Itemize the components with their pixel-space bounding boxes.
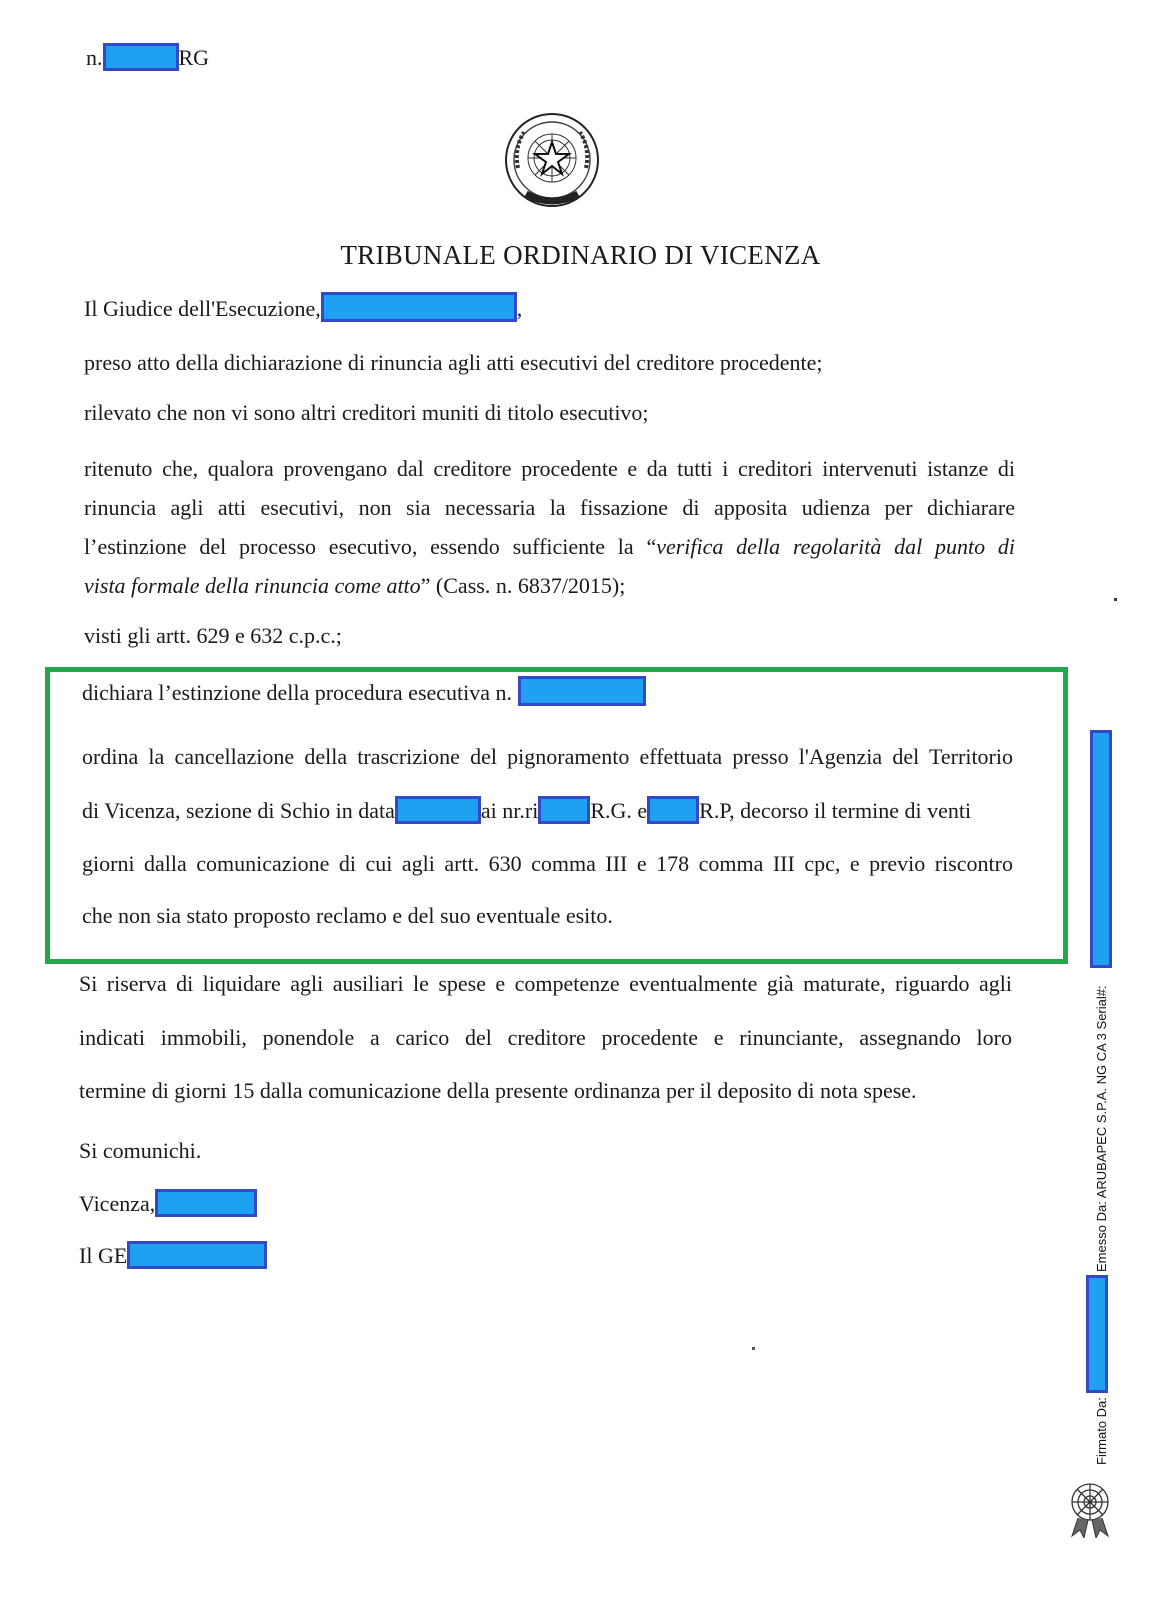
emblem-icon xyxy=(500,108,604,212)
paragraph-ritenuto-line-3 xyxy=(84,533,1015,561)
data-text-d: R.P, decorso il termine di venti xyxy=(699,798,972,823)
redacted-procedure-number xyxy=(518,676,646,706)
data-text-c: R.G. e xyxy=(590,798,648,823)
signature-line xyxy=(79,1241,267,1270)
paragraph-riserva-line-1: Si riserva di liquidare agli ausiliari le spese e competenze eventualmente già maturate, riguardo agli xyxy=(79,971,1012,996)
data-text-b: ai nr.ri xyxy=(480,798,539,823)
place-text: Vicenza, xyxy=(79,1191,156,1216)
ritenuto-line-3-text: l’estinzione del processo esecutivo, essendo sufficiente la “ xyxy=(84,534,657,559)
box-line-ordina: ordina la cancellazione della trascrizione del pignoramento effettuata presso l'Agenzia del Territorio xyxy=(82,744,1013,769)
paragraph-preso-atto: preso atto della dichiarazione di rinuncia agli atti esecutivi del creditore procedente; xyxy=(84,350,823,375)
redacted-date xyxy=(395,796,481,824)
scan-dot xyxy=(752,1347,755,1350)
box-line-data xyxy=(82,796,971,825)
scan-dot xyxy=(1114,598,1117,601)
redacted-case-number xyxy=(103,43,179,71)
data-text-a: di Vicenza, sezione di Schio in data xyxy=(82,798,395,823)
page-title: TRIBUNALE ORDINARIO DI VICENZA xyxy=(340,240,821,270)
redacted-rg xyxy=(538,796,590,824)
seal-icon xyxy=(1066,1480,1114,1538)
case-number-prefix: n. xyxy=(86,45,103,70)
paragraph-riserva-line-3: termine di giorni 15 dalla comunicazione della presente ordinanza per il deposito di nota spese. xyxy=(79,1078,917,1103)
redacted-signer xyxy=(1086,1275,1108,1393)
redacted-judge-name xyxy=(321,292,517,322)
paragraph-rilevato: rilevato che non vi sono altri creditori muniti di titolo esecutivo; xyxy=(84,400,649,425)
signature-emesso-text: Emesso Da: ARUBAPEC S.P.A. NG CA 3 Serial#: xyxy=(1094,985,1109,1272)
judge-intro: Il Giudice dell'Esecuzione, xyxy=(84,296,321,321)
paragraph-riserva-line-2: indicati immobili, ponendole a carico del creditore procedente e rinunciante, assegnando loro xyxy=(79,1025,1012,1050)
judge-line xyxy=(84,292,522,323)
box-line-dichiara xyxy=(82,676,646,707)
box-line-giorni: giorni dalla comunicazione di cui agli artt. 630 comma III e 178 comma III cpc, e previo riscontro xyxy=(82,851,1013,876)
dichiara-text: dichiara l’estinzione della procedura esecutiva n. xyxy=(82,680,513,705)
signature-label: Il GE xyxy=(79,1243,128,1268)
ritenuto-line-4-quote: vista formale della rinuncia come atto xyxy=(84,573,421,598)
signature-firmato-text: Firmato Da: xyxy=(1094,1397,1109,1465)
ritenuto-line-4-citation: ” (Cass. n. 6837/2015); xyxy=(420,573,626,598)
comunichi-line: Si comunichi. xyxy=(79,1138,202,1163)
box-line-reclamo: che non sia stato proposto reclamo e del suo eventuale esito. xyxy=(82,903,613,928)
judge-suffix: , xyxy=(516,296,523,321)
paragraph-ritenuto-line-2: rinuncia agli atti esecutivi, non sia necessaria la fissazione di apposita udienza per dichiarare xyxy=(84,495,1015,520)
ritenuto-line-3-quote: verifica della regolarità dal punto di xyxy=(656,534,1015,559)
redacted-date-signature xyxy=(155,1189,257,1217)
paragraph-ritenuto-line-4 xyxy=(84,572,625,600)
case-number-suffix: RG xyxy=(178,45,210,70)
redacted-rp xyxy=(647,796,699,824)
place-date-line xyxy=(79,1189,257,1218)
redacted-serial xyxy=(1090,730,1112,968)
paragraph-visti: visti gli artt. 629 e 632 c.p.c.; xyxy=(84,623,342,648)
case-number-header xyxy=(86,43,209,72)
redacted-judge-signature xyxy=(127,1241,267,1269)
paragraph-ritenuto-line-1: ritenuto che, qualora provengano dal creditore procedente e da tutti i creditori intervenuti istanze di xyxy=(84,456,1015,481)
